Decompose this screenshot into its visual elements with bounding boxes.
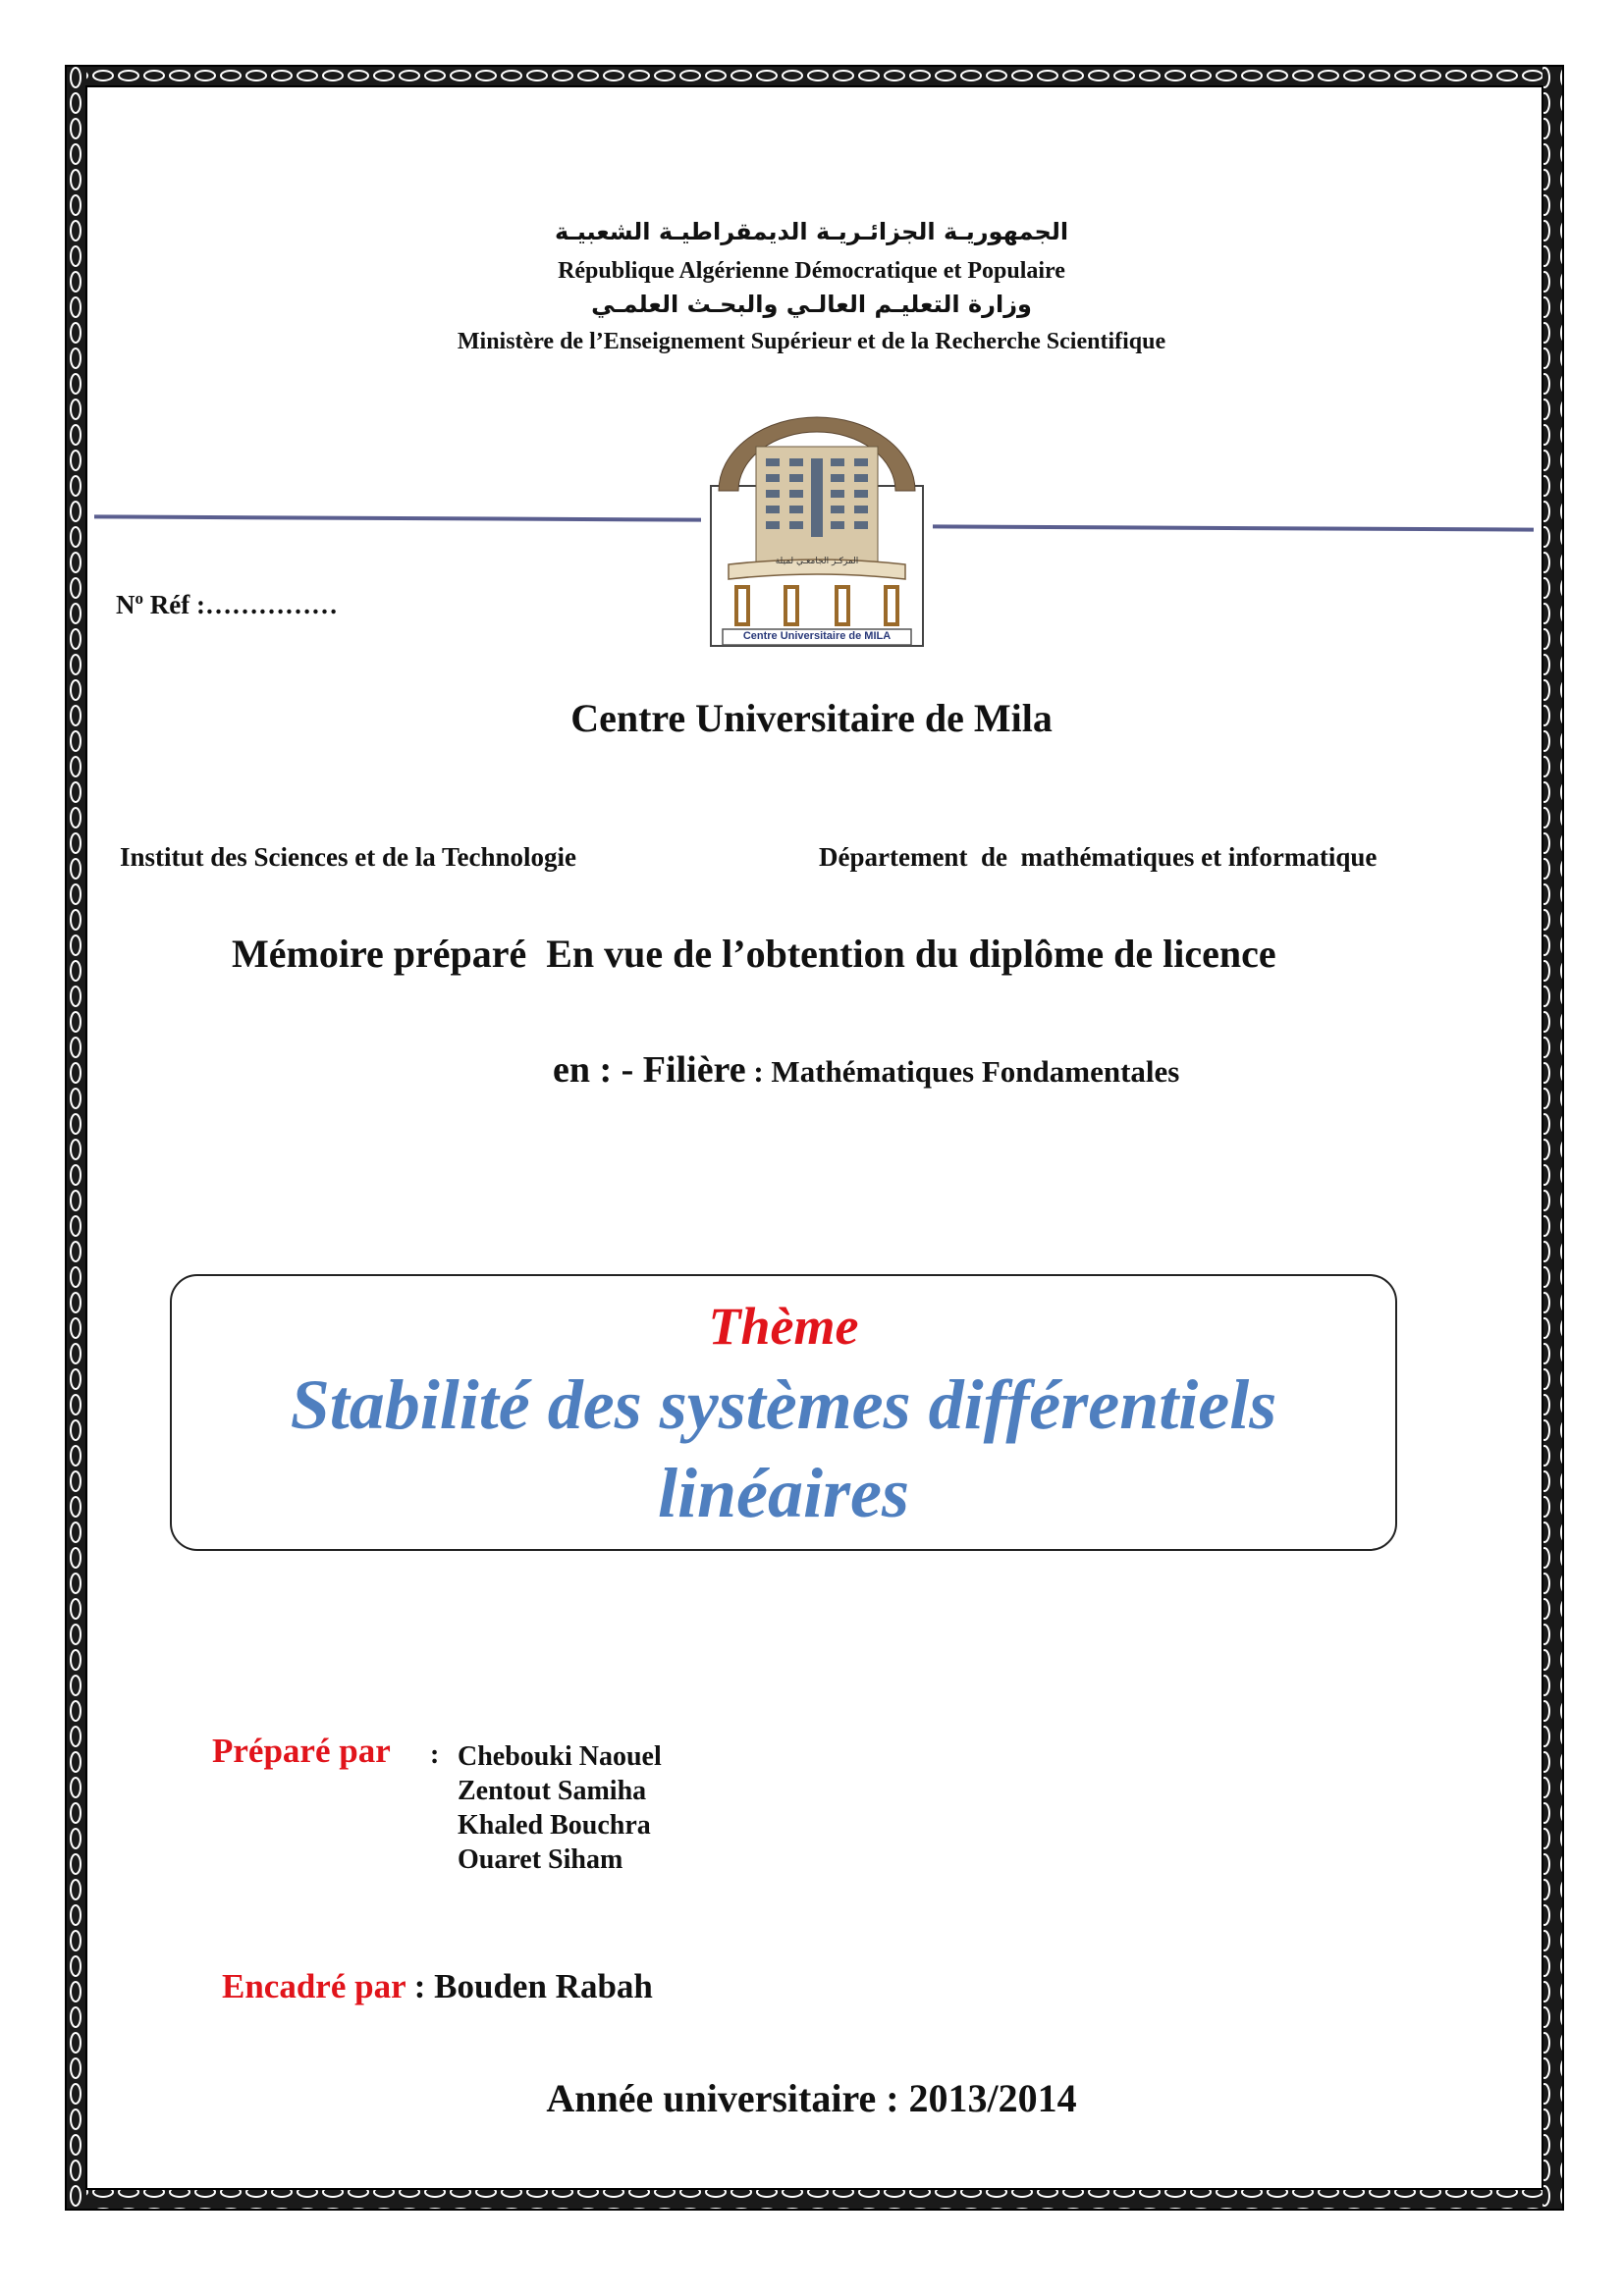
academic-year: Année universitaire : 2013/2014 bbox=[546, 2076, 1077, 2120]
theme-title-line1: Stabilité des systèmes différentiels bbox=[290, 1365, 1277, 1444]
filiere-prefix: en : - Filière bbox=[553, 1049, 746, 1091]
reference-number bbox=[116, 589, 338, 620]
ref-prefix: N bbox=[116, 590, 135, 619]
prepared-by-colon: : bbox=[430, 1739, 440, 1770]
department-name: Département de mathématiques et informatique bbox=[819, 842, 1378, 872]
header-arabic-ministry: وزارة التعليـم العالـي والبحـث العلمـي bbox=[591, 291, 1032, 318]
header-republic: République Algérienne Démocratique et Populaire bbox=[558, 258, 1065, 284]
memoire-purpose: Mémoire préparé En vue de l’obtention du diplôme de licence bbox=[232, 932, 1276, 976]
header-arabic-republic: الجمهوريـة الجزائـريـة الديمقراطيـة الشعبيـة bbox=[554, 218, 1069, 245]
ref-rest: Réf :…………… bbox=[143, 590, 338, 619]
student-name: Chebouki Naouel bbox=[458, 1741, 662, 1772]
university-name: Centre Universitaire de Mila bbox=[570, 696, 1053, 740]
student-name: Khaled Bouchra bbox=[458, 1810, 651, 1841]
theme-label: Thème bbox=[708, 1297, 859, 1356]
supervised-by-label: Encadré par bbox=[222, 1967, 406, 2005]
page-border bbox=[65, 65, 1564, 2211]
supervisor-line bbox=[214, 1949, 653, 2006]
header-ministry: Ministère de l’Enseignement Supérieur et de la Recherche Scientifique bbox=[457, 329, 1166, 354]
logo-caption: Centre Universitaire de MILA bbox=[742, 630, 892, 642]
theme-title-line2: linéaires bbox=[657, 1454, 909, 1532]
student-name: Ouaret Siham bbox=[458, 1844, 623, 1875]
institute-name: Institut des Sciences et de la Technologie bbox=[120, 842, 577, 872]
university-logo bbox=[709, 407, 925, 648]
supervisor-name: : Bouden Rabah bbox=[406, 1967, 653, 2005]
ref-superscript: o bbox=[135, 589, 143, 608]
student-name: Zentout Samiha bbox=[458, 1776, 647, 1806]
logo-arabic-banner: المركـز الجامعـي لميلة bbox=[775, 557, 859, 566]
filiere-value: : Mathématiques Fondamentales bbox=[745, 1054, 1180, 1089]
student-list bbox=[458, 1739, 662, 1877]
filiere-line bbox=[545, 1031, 1179, 1092]
prepared-by-label: Préparé par bbox=[212, 1732, 391, 1770]
